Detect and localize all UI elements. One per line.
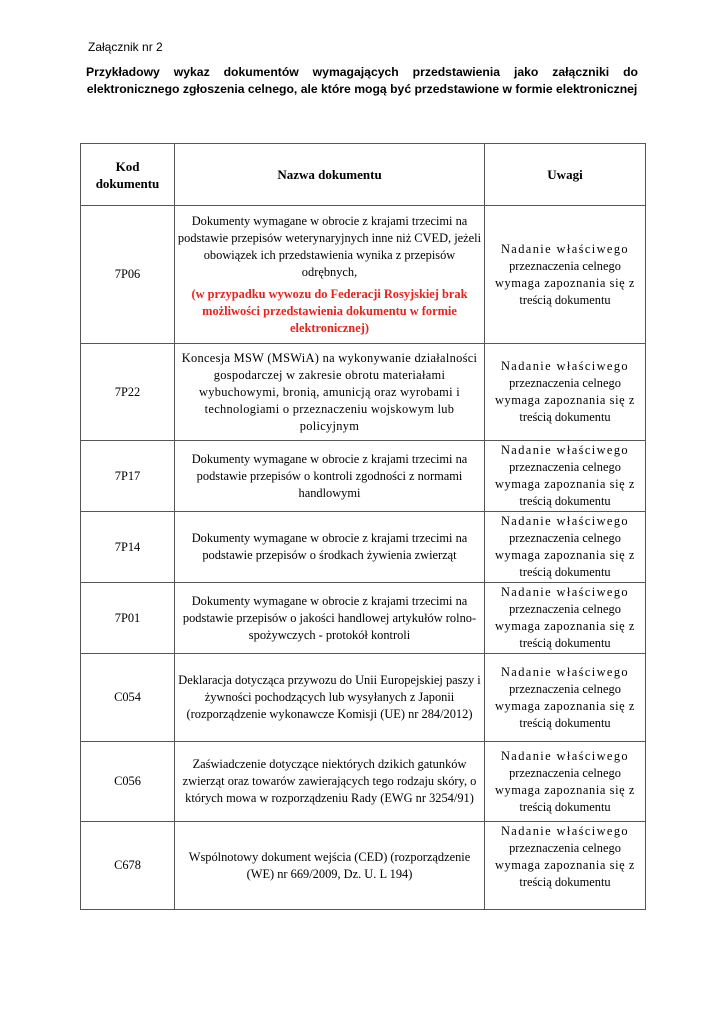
heading-line-1: Przykładowy wykaz dokumentów wymagających przedstawienia jako załączniki do (86, 65, 638, 79)
row-name: Zaświadczenie dotyczące niektórych dzikich gatunków zwierząt oraz towarów zawierających tego rodzaju skóry, o których mowa w rozporządzeniu Rady (EWG nr 3254/91) (175, 742, 485, 822)
remark-line-4: treścią dokumentu (519, 875, 611, 889)
table-header-row (81, 144, 646, 206)
table-row (81, 742, 646, 822)
header-name: Nazwa dokumentu (175, 144, 485, 206)
remark-line-2: przeznaczenia celnego (509, 460, 621, 474)
table-row (81, 512, 646, 583)
row-code: 7P17 (81, 441, 175, 512)
table-row (81, 344, 646, 441)
remark-line-1: Nadanie właściwego (500, 514, 630, 528)
row-remarks (485, 822, 646, 910)
row-code: C056 (81, 742, 175, 822)
table-row (81, 583, 646, 654)
row-name-text: Dokumenty wymagane w obrocie z krajami trzecimi na podstawie przepisów weterynaryjnych inne niż CVED, jeżeli obowiązek ich przedstawienia wynika z przepisów odrębnych, (177, 213, 482, 279)
row-name (175, 206, 485, 344)
remark-line-2: przeznaczenia celnego (509, 602, 621, 616)
remark-line-1: Nadanie właściwego (500, 824, 630, 838)
remark-line-3: wymaga zapoznania się z (494, 858, 636, 872)
remark-line-4: treścią dokumentu (519, 799, 611, 814)
row-remarks (485, 512, 646, 583)
remark-line-2: przeznaczenia celnego (509, 681, 621, 696)
row-remarks (485, 654, 646, 742)
document-heading (86, 64, 638, 98)
row-remarks (485, 441, 646, 512)
row-name: Dokumenty wymagane w obrocie z krajami trzecimi na podstawie przepisów o środkach żywienia zwierząt (175, 512, 485, 583)
row-remarks (485, 583, 646, 654)
remark-line-4: treścią dokumentu (519, 636, 611, 650)
table-row (81, 206, 646, 344)
row-remarks (485, 742, 646, 822)
row-remarks (485, 344, 646, 441)
row-code: C678 (81, 822, 175, 910)
row-remarks (485, 206, 646, 344)
remark-line-3: wymaga zapoznania się z (494, 275, 636, 290)
remark-line-2: przeznaczenia celnego (509, 841, 621, 855)
table-row (81, 822, 646, 910)
remark-line-3: wymaga zapoznania się z (494, 548, 636, 562)
header-code-line-1: Kod (115, 158, 140, 174)
row-name: Dokumenty wymagane w obrocie z krajami trzecimi na podstawie przepisów o jakości handlowej artykułów rolno-spożywczych - protokół kontroli (175, 583, 485, 654)
remark-line-4: treścią dokumentu (519, 494, 611, 508)
attachment-label: Załącznik nr 2 (88, 40, 163, 54)
header-remarks: Uwagi (485, 144, 646, 206)
documents-table (80, 143, 646, 910)
remark-line-4: treścią dokumentu (519, 292, 611, 307)
row-name: Wspólnotowy dokument wejścia (CED) (rozporządzenie (WE) nr 669/2009, Dz. U. L 194) (175, 822, 485, 910)
remark-line-1: Nadanie właściwego (500, 748, 630, 763)
remark-line-2: przeznaczenia celnego (509, 376, 621, 390)
row-code: 7P14 (81, 512, 175, 583)
row-code: 7P22 (81, 344, 175, 441)
header-code (81, 144, 175, 206)
table-row (81, 654, 646, 742)
remark-line-1: Nadanie właściwego (500, 585, 630, 599)
remark-line-2: przeznaczenia celnego (509, 531, 621, 545)
remark-line-1: Nadanie właściwego (500, 241, 630, 256)
row-code: C054 (81, 654, 175, 742)
row-code: 7P01 (81, 583, 175, 654)
remark-line-3: wymaga zapoznania się z (494, 619, 636, 633)
remark-line-1: Nadanie właściwego (500, 359, 630, 373)
remark-line-2: przeznaczenia celnego (509, 765, 621, 780)
row-code: 7P06 (81, 206, 175, 344)
heading-line-2: elektronicznego zgłoszenia celnego, ale które mogą być przedstawione w formie elektronicznej (86, 82, 638, 96)
header-code-line-2: dokumentu (95, 175, 160, 191)
row-name: Deklaracja dotycząca przywozu do Unii Europejskiej paszy i żywności pochodzących lub wysyłanych z Japonii (rozporządzenie wykonawcze Komisji (UE) nr 284/2012) (175, 654, 485, 742)
table-row (81, 441, 646, 512)
row-name: Koncesja MSW (MSWiA) na wykonywanie działalności gospodarczej w zakresie obrotu materiałami wybuchowymi, bronią, amunicją oraz wyrobami i technologiami o przeznaczeniu wojskowym lub policyjnym (175, 344, 485, 441)
remark-line-2: przeznaczenia celnego (509, 258, 621, 273)
remark-line-1: Nadanie właściwego (500, 443, 630, 457)
remark-line-4: treścią dokumentu (519, 565, 611, 579)
remark-line-4: treścią dokumentu (519, 715, 611, 730)
remark-line-3: wymaga zapoznania się z (494, 782, 636, 797)
row-warning: (w przypadku wywozu do Federacji Rosyjskiej brak możliwości przedstawienia dokumentu w formie elektronicznej) (191, 286, 468, 335)
remark-line-3: wymaga zapoznania się z (494, 698, 636, 713)
remark-line-1: Nadanie właściwego (500, 664, 630, 679)
remark-line-4: treścią dokumentu (519, 410, 611, 424)
row-name: Dokumenty wymagane w obrocie z krajami trzecimi na podstawie przepisów o kontroli zgodności z normami handlowymi (175, 441, 485, 512)
remark-line-3: wymaga zapoznania się z (494, 393, 636, 407)
remark-line-3: wymaga zapoznania się z (494, 477, 636, 491)
